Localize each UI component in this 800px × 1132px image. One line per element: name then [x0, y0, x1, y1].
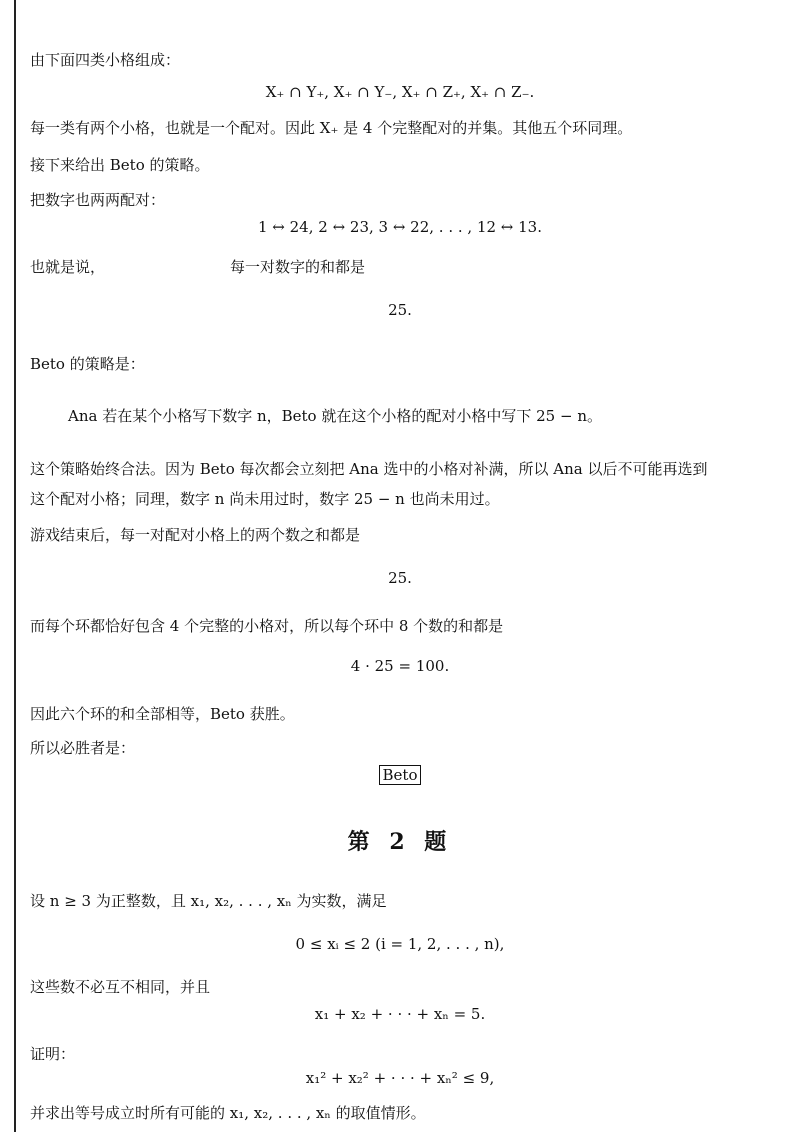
range-condition-formula: 0 ≤ xᵢ ≤ 2 (i = 1, 2, . . . , n),: [295, 935, 505, 953]
answer-box: Beto: [379, 765, 422, 785]
text-line-4: 接下来给出 Beto 的策略。: [30, 156, 210, 174]
margin-rule: [14, 0, 16, 1132]
problem-title: 第 2 题: [347, 829, 453, 855]
text-line-15: 而每个环都恰好包含 4 个完整的小格对，所以每个环中 8 个数的和都是: [30, 617, 504, 635]
pair-sum-value-2: 25.: [388, 569, 412, 587]
text-line-17: 因此六个环的和全部相等，Beto 获胜。: [30, 705, 295, 723]
problem-text-5: 证明：: [30, 1045, 76, 1063]
text-line-11: 这个策略始终合法。因为 Beto 每次都会立刻把 Ana 选中的小格对补满，所以 Ana 以后不可能再选到: [30, 460, 708, 478]
text-line-9: Beto 的策略是：: [30, 355, 145, 373]
text-line-5: 把数字也两两配对：: [30, 191, 166, 209]
beto-strategy-statement: Ana 若在某个小格写下数字 n，Beto 就在这个小格的配对小格中写下 25 − n。: [68, 407, 602, 425]
pair-sum-value: 25.: [388, 301, 412, 319]
ring-sum-formula: 4 · 25 = 100.: [350, 657, 450, 675]
problem-text-7: 并求出等号成立时所有可能的 x₁, x₂, . . . , xₙ 的取值情形。: [30, 1104, 426, 1122]
text-line-12: 这个配对小格；同理，数字 n 尚未用过时，数字 25 − n 也尚未用过。: [30, 490, 500, 508]
text-line-7a: 也就是说，: [30, 258, 106, 276]
answer-box-row: [0, 765, 800, 785]
text-line-18: 所以必胜者是：: [30, 739, 136, 757]
text-line-1: 由下面四类小格组成：: [30, 51, 181, 69]
square-sum-inequality: x₁² + x₂² + · · · + xₙ² ≤ 9,: [305, 1069, 495, 1087]
text-line-3: 每一类有两个小格，也就是一个配对。因此 X₊ 是 4 个完整配对的并集。其他五个环同理。: [30, 119, 633, 137]
problem-text-3: 这些数不必互不相同，并且: [30, 978, 211, 996]
text-line-13: 游戏结束后，每一对配对小格上的两个数之和都是: [30, 526, 361, 544]
text-line-7b: 每一对数字的和都是: [230, 258, 366, 276]
sum-condition-formula: x₁ + x₂ + · · · + xₙ = 5.: [314, 1005, 486, 1023]
set-intersections-formula: X₊ ∩ Y₊, X₊ ∩ Y₋, X₊ ∩ Z₊, X₊ ∩ Z₋.: [265, 83, 535, 101]
problem-text-1: 设 n ≥ 3 为正整数，且 x₁, x₂, . . . , xₙ 为实数，满足: [30, 892, 387, 910]
number-pairing-formula: 1 ↔ 24, 2 ↔ 23, 3 ↔ 22, . . . , 12 ↔ 13.: [257, 218, 542, 236]
